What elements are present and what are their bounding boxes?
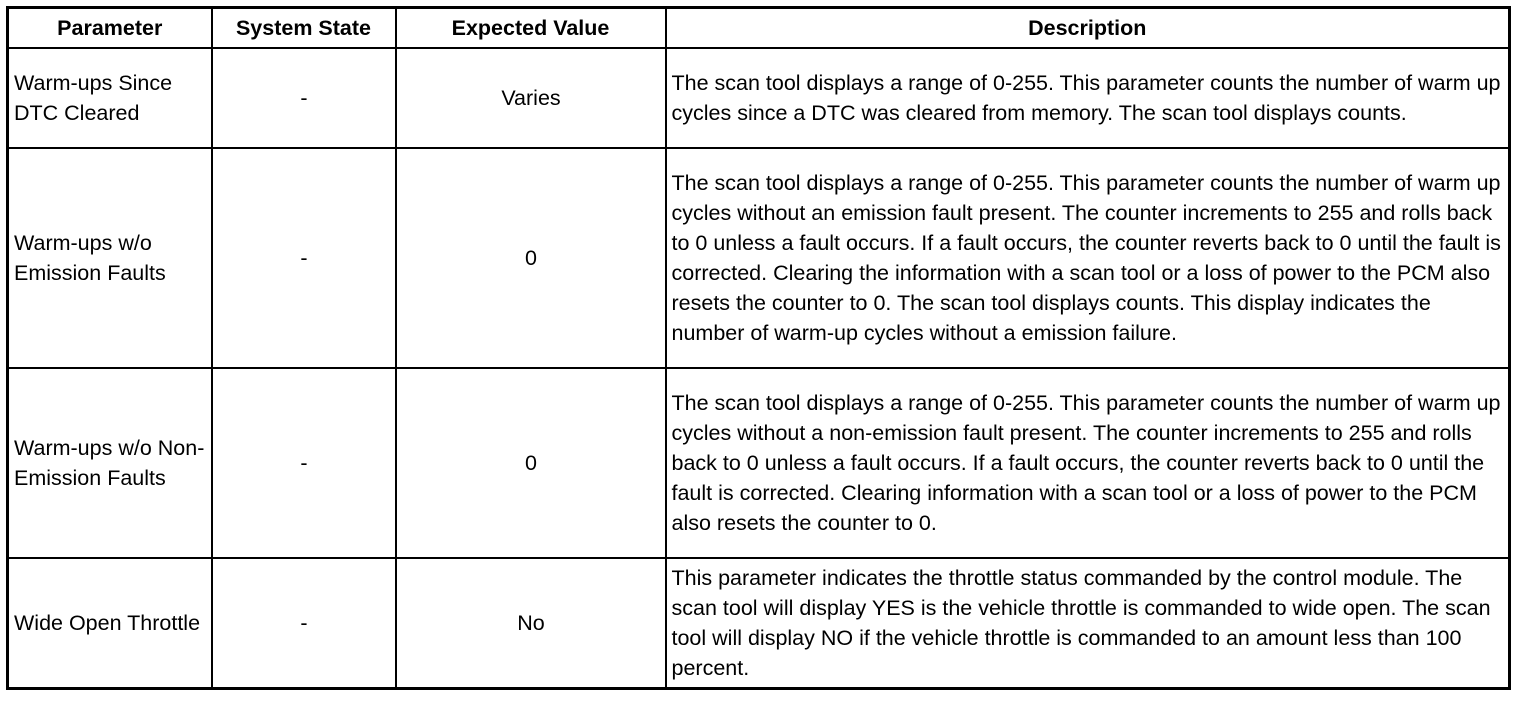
cell-description: The scan tool displays a range of 0-255. This parameter counts the number of warm up cycles without an emission fault present. The counter increments to 255 and rolls back to 0 unless a fault occurs. If a fault occurs, the counter reverts back to 0 until the fault is corrected. Clearing the information with a scan tool or a loss of power to the PCM also resets the counter to 0. The scan tool displays counts. This display indicates the number of warm-up cycles without a emission failure.	[666, 148, 1510, 368]
cell-description: The scan tool displays a range of 0-255. This parameter counts the number of warm up cycles since a DTC was cleared from memory. The scan tool displays counts.	[666, 48, 1510, 148]
cell-expected-value: 0	[396, 148, 666, 368]
cell-parameter: Warm-ups Since DTC Cleared	[8, 48, 212, 148]
cell-parameter: Wide Open Throttle	[8, 558, 212, 689]
cell-description: The scan tool displays a range of 0-255. This parameter counts the number of warm up cycles without a non-emission fault present. The counter increments to 255 and rolls back to 0 unless a fault occurs. If a fault occurs, the counter reverts back to 0 until the fault is corrected. Clearing information with a scan tool or a loss of power to the PCM also resets the counter to 0.	[666, 368, 1510, 558]
cell-parameter: Warm-ups w/o Non-Emission Faults	[8, 368, 212, 558]
cell-system-state: -	[212, 148, 396, 368]
table-header-row	[8, 8, 1510, 49]
cell-expected-value: 0	[396, 368, 666, 558]
table-row	[8, 368, 1510, 558]
header-parameter: Parameter	[8, 8, 212, 49]
parameter-table	[6, 6, 1511, 690]
cell-system-state: -	[212, 558, 396, 689]
cell-description: This parameter indicates the throttle status commanded by the control module. The scan tool will display YES is the vehicle throttle is commanded to wide open. The scan tool will display NO if the vehicle throttle is commanded to an amount less than 100 percent.	[666, 558, 1510, 689]
header-system-state: System State	[212, 8, 396, 49]
cell-parameter: Warm-ups w/o Emission Faults	[8, 148, 212, 368]
cell-expected-value: No	[396, 558, 666, 689]
header-expected-value: Expected Value	[396, 8, 666, 49]
cell-system-state: -	[212, 48, 396, 148]
header-description: Description	[666, 8, 1510, 49]
cell-expected-value: Varies	[396, 48, 666, 148]
table-row	[8, 148, 1510, 368]
cell-system-state: -	[212, 368, 396, 558]
table-row	[8, 558, 1510, 689]
table-row	[8, 48, 1510, 148]
